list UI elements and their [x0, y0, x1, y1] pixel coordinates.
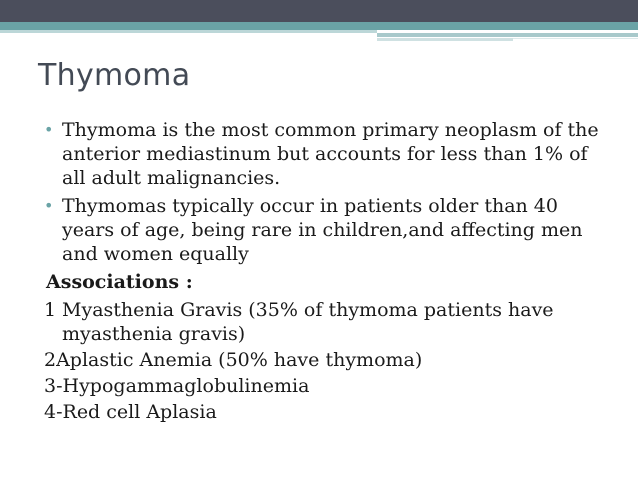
bullet-item [44, 194, 614, 266]
accent-stripe [0, 30, 377, 33]
accent-line-thin [513, 38, 638, 39]
item-number: 1 [44, 299, 57, 321]
item-text: Myasthenia Gravis (35% of thymoma patients have myasthenia gravis) [62, 299, 554, 345]
accent-line [377, 33, 638, 37]
association-item [44, 298, 614, 346]
associations-heading: Associations : [46, 271, 193, 293]
bullet-dot-icon: • [44, 196, 54, 215]
slide-body [44, 118, 614, 426]
bullet-item [44, 118, 614, 190]
association-item: 3-Hypogammaglobulinemia [44, 375, 310, 397]
bullet-text: Thymomas typically occur in patients older than 40 years of age, being rare in children,and affecting men and women equally [62, 195, 583, 265]
association-item: 4-Red cell Aplasia [44, 401, 217, 423]
bullet-text: Thymoma is the most common primary neoplasm of the anterior mediastinum but accounts for less than 1% of all adult malignancies. [62, 119, 599, 189]
header-band [0, 0, 638, 22]
accent-band [0, 22, 638, 30]
slide-title: Thymoma [38, 58, 191, 93]
association-item: 2Aplastic Anemia (50% have thymoma) [44, 349, 423, 371]
accent-line-short [377, 38, 513, 41]
bullet-dot-icon: • [44, 120, 54, 139]
